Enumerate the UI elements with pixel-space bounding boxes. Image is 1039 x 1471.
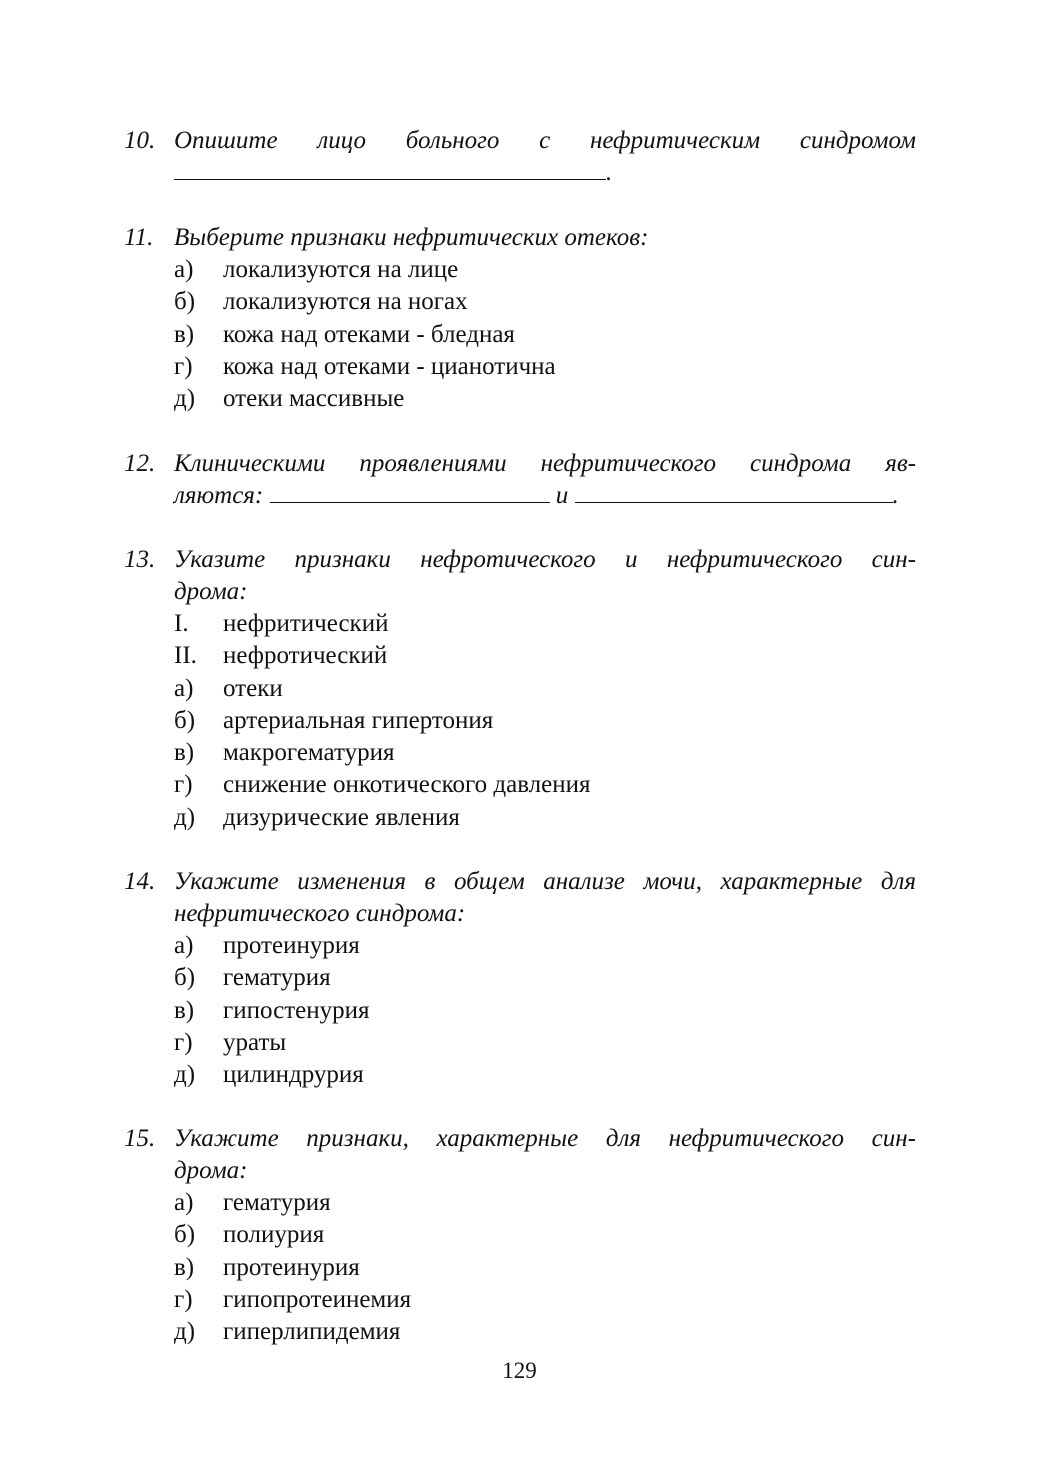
answer-blank-2 [575,480,893,503]
options-list [174,608,916,834]
option-item: а) гематурия [174,1189,331,1216]
option-item: д) отеки массивные [174,385,405,413]
option-item: г) гипопротеинемия [174,1285,412,1313]
options-list [174,254,916,415]
option-item: б) гематурия [174,964,331,992]
question-11 [124,222,916,415]
question-number: 11. [124,224,154,251]
question-number: 14. [124,868,156,895]
option-item: г) снижение онкотического давления [174,771,591,799]
option-item: I. нефритический [174,610,389,637]
option-item: б) локализуются на ногах [174,288,468,316]
answer-blank-1 [270,480,550,503]
option-item: а) локализуются на лице [174,256,459,283]
question-13 [124,544,916,834]
question-text-continued: дрома: [174,1157,248,1184]
option-item: в) протеинурия [174,1253,360,1281]
question-number: 15. [124,1125,156,1152]
option-item: г) ураты [174,1028,287,1056]
option-item: г) кожа над отеками - цианотична [174,352,556,380]
options-list [174,930,916,1091]
option-item: д) гиперлипидемия [174,1318,401,1346]
question-text-continued: нефритического синдрома: [174,900,466,927]
option-item: в) макрогематурия [174,739,395,767]
question-number: 12. [124,450,156,477]
question-12 [124,448,916,512]
option-item: II. нефротический [174,642,388,670]
question-text: Клиническими проявлениями нефритического синдрома яв- [174,450,916,477]
answer-blank [174,157,606,180]
question-text-continued: дрома: [174,578,248,605]
option-item: б) полиурия [174,1221,325,1249]
question-text: Выберите признаки нефритических отеков: [174,224,649,251]
option-item: в) кожа над отеками - бледная [174,320,515,348]
option-item: д) дизурические явления [174,803,460,831]
page-number: 129 [502,1358,537,1383]
question-15 [124,1123,916,1348]
option-item: а) протеинурия [174,932,360,959]
answer-line: ляются: и . [174,482,899,509]
question-text: Указите признаки нефротического и нефритического син- [174,546,916,573]
question-text: Укажите изменения в общем анализе мочи, характерные для [174,868,916,895]
option-item: д) цилиндрурия [174,1061,364,1089]
question-14 [124,866,916,1091]
option-item: а) отеки [174,674,283,702]
option-item: б) артериальная гипертония [174,706,494,734]
question-number: 13. [124,546,156,573]
answer-line: . [174,157,916,189]
options-list [174,1187,916,1348]
option-item: в) гипостенурия [174,996,370,1024]
question-number: 10. [124,127,156,154]
question-text: Укажите признаки, характерные для нефритического син- [174,1125,916,1152]
question-10 [124,125,916,189]
question-text: Опишите лицо больного с нефритическим синдромом [174,127,916,154]
